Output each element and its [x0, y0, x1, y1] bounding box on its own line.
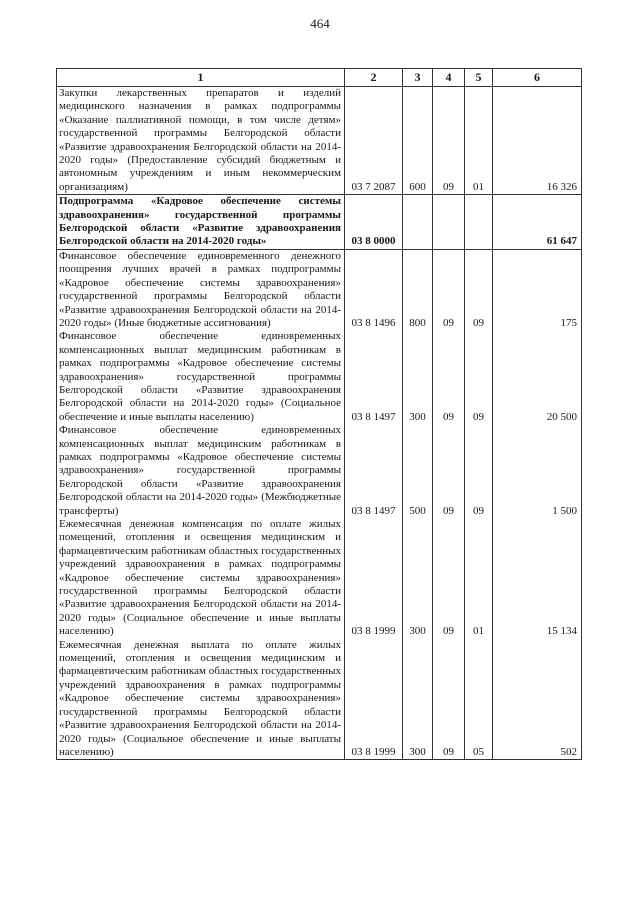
row-rz: 09 — [433, 424, 465, 518]
row-description: Финансовое обеспечение единовременных компенсационных выплат медицинским работникам в рамках подпрограммы «Кадровое обеспечение системы здравоохранения» государственной программы Белгородской области «Развитие здравоохранения Белгородской области на 2014-2020 годы» (Межбюджетные трансферты) — [57, 424, 345, 518]
row-rz: 09 — [433, 518, 465, 639]
table-row — [57, 639, 582, 760]
row-amount: 1 500 — [493, 424, 582, 518]
row-code: 03 8 1999 — [345, 518, 403, 639]
row-code: 03 8 1497 — [345, 424, 403, 518]
row-vr: 300 — [403, 518, 433, 639]
row-pr: 09 — [465, 330, 493, 424]
row-vr: 500 — [403, 424, 433, 518]
table-row — [57, 330, 582, 424]
table-row — [57, 424, 582, 518]
row-vr: 300 — [403, 639, 433, 760]
row-vr: 600 — [403, 87, 433, 195]
table-row — [57, 518, 582, 639]
row-amount: 175 — [493, 249, 582, 330]
row-pr: 09 — [465, 424, 493, 518]
row-amount: 15 134 — [493, 518, 582, 639]
header-col-5: 5 — [465, 69, 493, 87]
table-row — [57, 195, 582, 250]
budget-table — [56, 68, 582, 760]
row-description: Ежемесячная денежная компенсация по оплате жилых помещений, отопления и освещения медицинским и фармацевтическим работникам областных государственных учреждений здравоохранения в рамках подпрограммы «Кадровое обеспечение системы здравоохранения» государственной программы Белгородской области «Развитие здравоохранения Белгородской области на 2014-2020 годы» (Социальное обеспечение и иные выплаты населению) — [57, 518, 345, 639]
row-rz: 09 — [433, 87, 465, 195]
row-code: 03 8 1496 — [345, 249, 403, 330]
row-pr: 01 — [465, 518, 493, 639]
row-code: 03 7 2087 — [345, 87, 403, 195]
row-vr: 300 — [403, 330, 433, 424]
row-amount: 16 326 — [493, 87, 582, 195]
row-vr: 800 — [403, 249, 433, 330]
row-description: Закупки лекарственных препаратов и изделий медицинского назначения в рамках подпрограммы «Оказание паллиативной помощи, в том числе детям» государственной программы Белгородской области «Развитие здравоохранения Белгородской области на 2014-2020 годы» (Предоставление субсидий бюджетным и автономным учреждениям и иным некоммерческим организациям) — [57, 87, 345, 195]
header-col-2: 2 — [345, 69, 403, 87]
row-amount: 20 500 — [493, 330, 582, 424]
row-amount: 502 — [493, 639, 582, 760]
row-pr: 09 — [465, 249, 493, 330]
row-code: 03 8 1999 — [345, 639, 403, 760]
row-description: Подпрограмма «Кадровое обеспечение системы здравоохранения» государственной программы Белгородской области «Развитие здравоохранения Белгородской области на 2014-2020 годы» — [57, 195, 345, 250]
row-rz — [433, 195, 465, 250]
row-amount: 61 647 — [493, 195, 582, 250]
row-vr — [403, 195, 433, 250]
table-row — [57, 249, 582, 330]
header-row — [57, 69, 582, 87]
row-description: Финансовое обеспечение единовременных компенсационных выплат медицинским работникам в рамках подпрограммы «Кадровое обеспечение системы здравоохранения» государственной программы Белгородской области «Развитие здравоохранения Белгородской области на 2014-2020 годы» (Социальное обеспечение и иные выплаты населению) — [57, 330, 345, 424]
table-row — [57, 87, 582, 195]
row-rz: 09 — [433, 639, 465, 760]
row-rz: 09 — [433, 330, 465, 424]
row-pr: 05 — [465, 639, 493, 760]
row-description: Ежемесячная денежная выплата по оплате жилых помещений, отопления и освещения медицинским и фармацевтическим работникам областных государственных учреждений здравоохранения в рамках подпрограммы «Кадровое обеспечение системы здравоохранения» государственной программы Белгородской области «Развитие здравоохранения Белгородской области на 2014-2020 годы» (Социальное обеспечение и иные выплаты населению) — [57, 639, 345, 760]
header-col-3: 3 — [403, 69, 433, 87]
header-col-1: 1 — [57, 69, 345, 87]
row-pr — [465, 195, 493, 250]
row-pr: 01 — [465, 87, 493, 195]
header-col-6: 6 — [493, 69, 582, 87]
row-code: 03 8 1497 — [345, 330, 403, 424]
page-number: 464 — [310, 16, 330, 31]
row-description: Финансовое обеспечение единовременного денежного поощрения лучших врачей в рамках подпрограммы «Кадровое обеспечение системы здравоохранения» государственной программы Белгородской области «Развитие здравоохранения Белгородской области на 2014-2020 годы» (Иные бюджетные ассигнования) — [57, 249, 345, 330]
row-code: 03 8 0000 — [345, 195, 403, 250]
header-col-4: 4 — [433, 69, 465, 87]
row-rz: 09 — [433, 249, 465, 330]
